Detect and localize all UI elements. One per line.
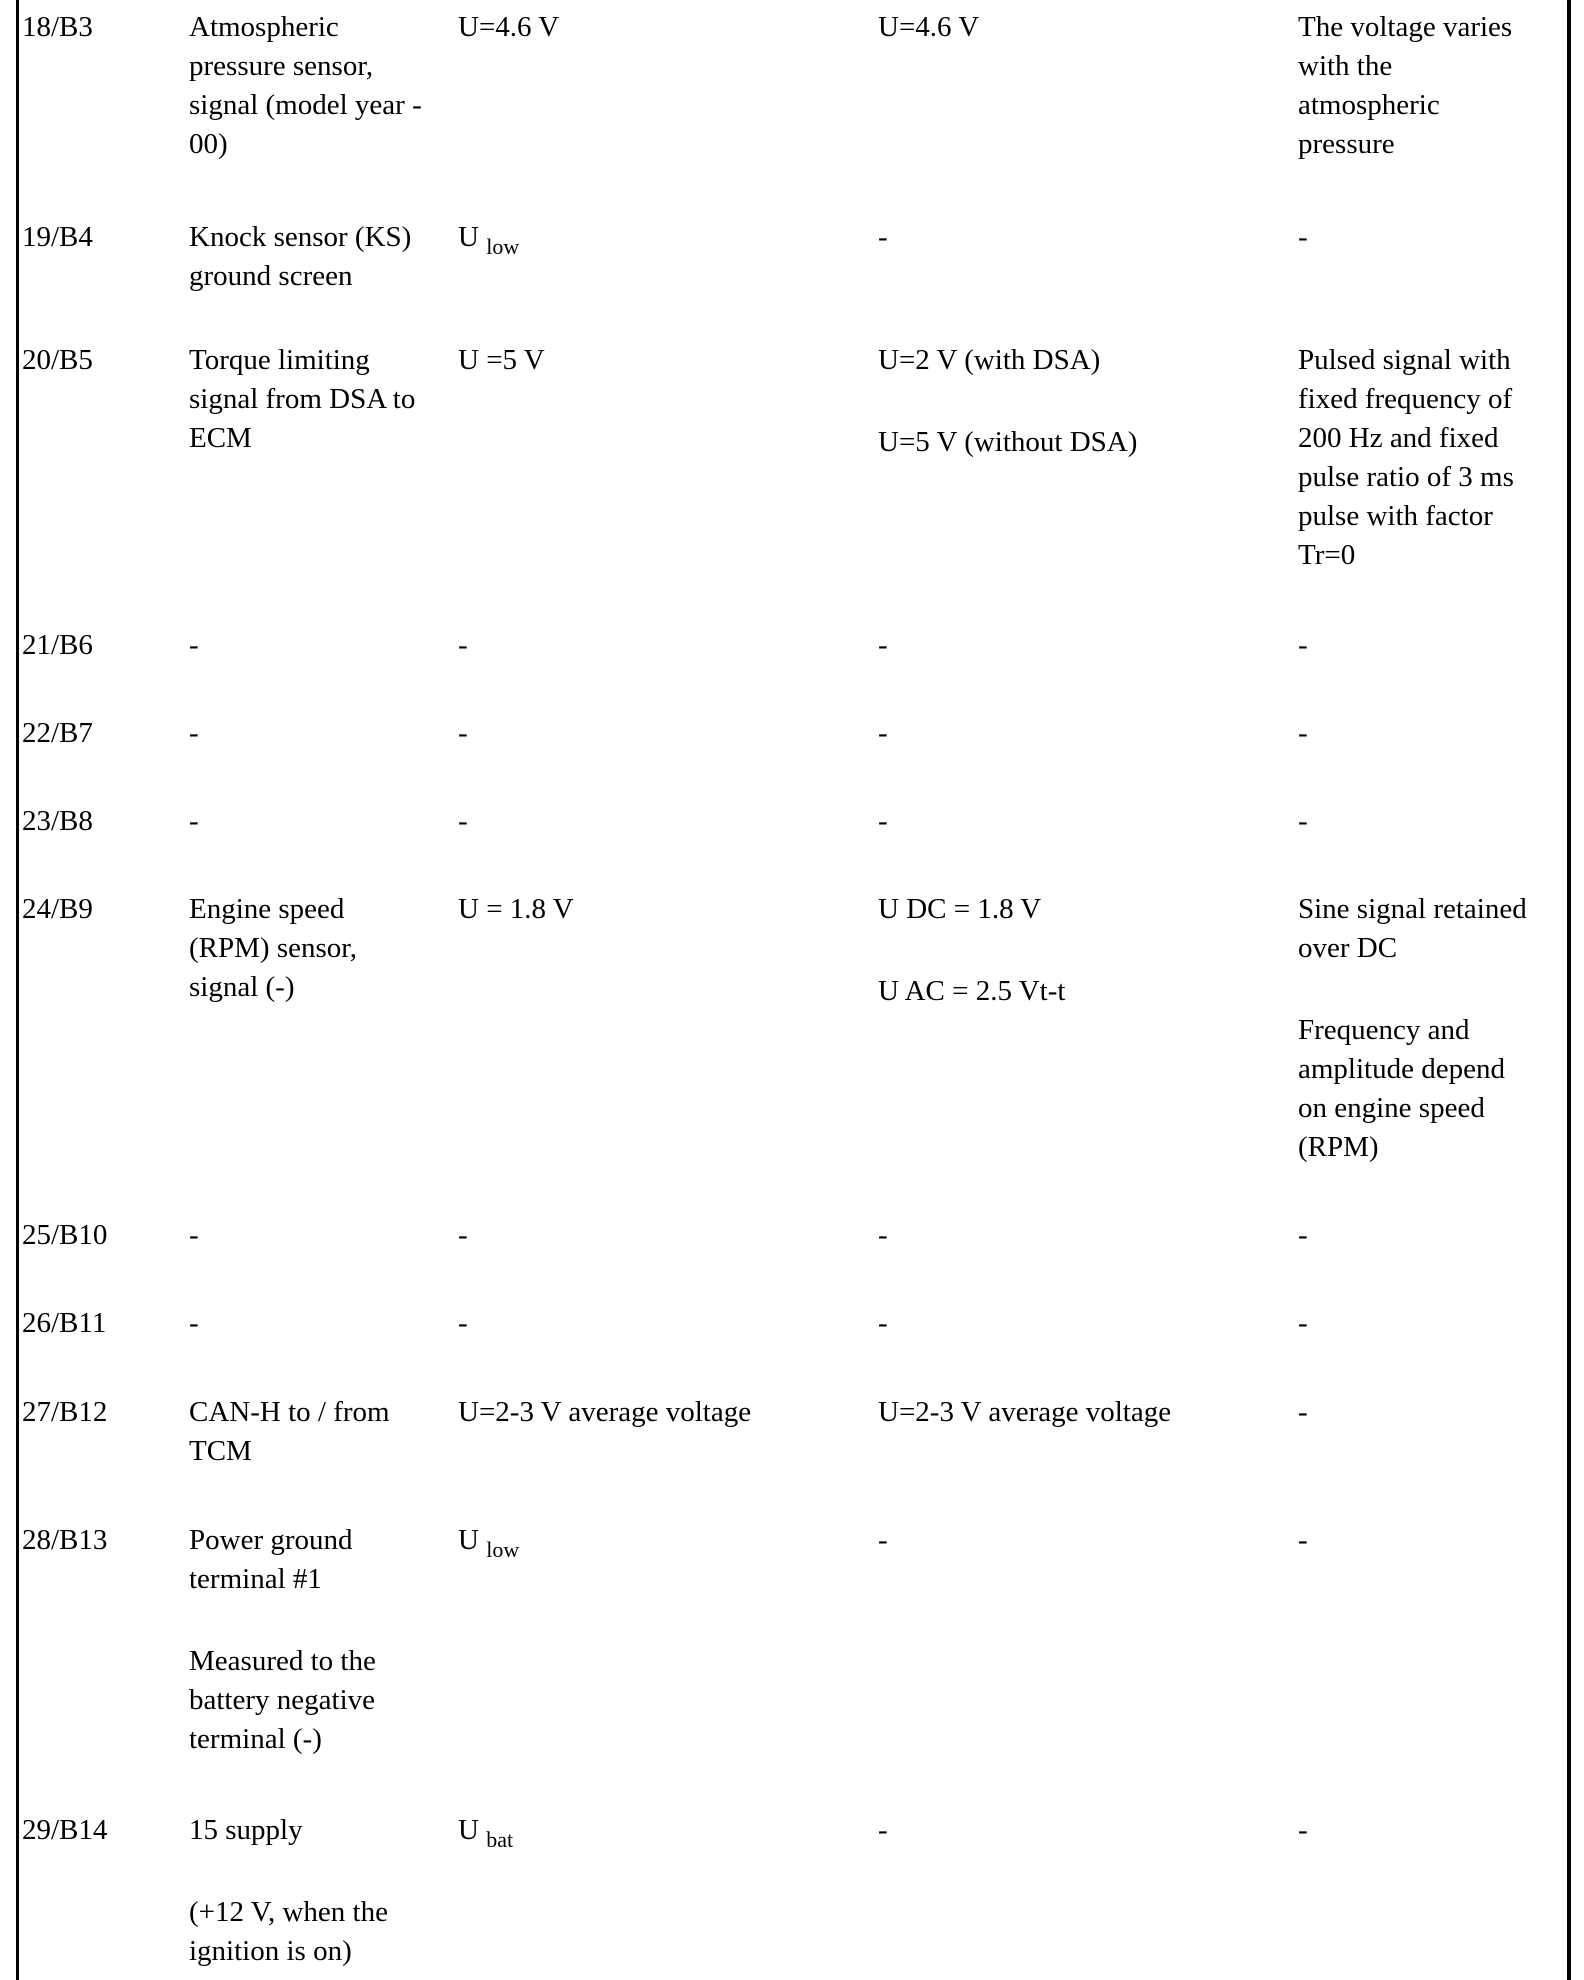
note-cell: The voltage varies with the atmospheric pressure (1298, 11, 1513, 160)
value-cell-1: - (458, 717, 468, 749)
pin-cell: 27/B12 (22, 1396, 108, 1428)
value-cell-1: U $_{low}$ (458, 221, 520, 259)
note-cell: - (1298, 1307, 1308, 1339)
value-cell-2: - (878, 221, 888, 253)
note-cell: - (1298, 805, 1308, 837)
note-cell: - (1298, 1219, 1308, 1251)
description-cell: Knock sensor (KS) ground screen (189, 221, 412, 292)
pin-cell: 18/B3 (22, 11, 93, 43)
pin-cell: 20/B5 (22, 344, 93, 376)
description-cell: Engine speed (RPM) sensor, signal (-) (189, 893, 358, 1003)
description-cell: 15 supply (+12 V, when the ignition is on) (189, 1814, 388, 1967)
note-cell: - (1298, 717, 1308, 749)
description-cell: - (189, 805, 199, 837)
table-left-border (16, 0, 19, 1980)
value-cell-2: - (878, 1524, 888, 1556)
value-cell-1: - (458, 629, 468, 661)
note-cell: - (1298, 1396, 1308, 1428)
note-cell: - (1298, 221, 1308, 253)
pin-cell: 22/B7 (22, 717, 93, 749)
value-cell-1: U $_{bat}$ (458, 1814, 514, 1852)
pin-cell: 25/B10 (22, 1219, 108, 1251)
value-cell-2: U DC = 1.8 V U AC = 2.5 Vt-t (878, 893, 1066, 1007)
description-cell: Power ground terminal #1 Measured to the battery negative terminal (-) (189, 1524, 376, 1755)
value-cell-2: - (878, 805, 888, 837)
pin-cell: 29/B14 (22, 1814, 108, 1846)
description-cell: - (189, 717, 199, 749)
note-cell: Sine signal retained over DC Frequency and amplitude depend on engine speed (RPM) (1298, 893, 1527, 1163)
note-cell: - (1298, 1814, 1308, 1846)
value-cell-1: U=2-3 V average voltage (458, 1396, 752, 1428)
description-cell: Atmospheric pressure sensor, signal (model year - 00) (189, 11, 422, 160)
value-cell-1: U=4.6 V (458, 11, 560, 43)
value-cell-2: - (878, 1219, 888, 1251)
value-cell-2: - (878, 629, 888, 661)
note-cell: Pulsed signal with fixed frequency of 200 Hz and fixed pulse ratio of 3 ms pulse with factor Tr=0 (1298, 344, 1514, 571)
value-cell-2: U=4.6 V (878, 11, 980, 43)
table-right-border (1567, 0, 1571, 1980)
value-cell-1: - (458, 1307, 468, 1339)
value-cell-2: - (878, 717, 888, 749)
value-cell-1: U = 1.8 V (458, 893, 574, 925)
pin-cell: 24/B9 (22, 893, 93, 925)
pin-cell: 19/B4 (22, 221, 93, 253)
description-cell: CAN-H to / from TCM (189, 1396, 390, 1467)
value-cell-1: - (458, 1219, 468, 1251)
note-cell: - (1298, 1524, 1308, 1556)
description-cell: - (189, 1219, 199, 1251)
description-cell: - (189, 629, 199, 661)
note-cell: - (1298, 629, 1308, 661)
value-cell-2: U=2-3 V average voltage (878, 1396, 1172, 1428)
description-cell: Torque limiting signal from DSA to ECM (189, 344, 416, 454)
pin-cell: 21/B6 (22, 629, 93, 661)
value-cell-1: U =5 V (458, 344, 545, 376)
value-cell-1: - (458, 805, 468, 837)
value-cell-2: - (878, 1814, 888, 1846)
value-cell-2: U=2 V (with DSA) U=5 V (without DSA) (878, 344, 1138, 458)
value-cell-1: U $_{low}$ (458, 1524, 520, 1562)
description-cell: - (189, 1307, 199, 1339)
pin-cell: 23/B8 (22, 805, 93, 837)
pin-cell: 28/B13 (22, 1524, 108, 1556)
pin-cell: 26/B11 (22, 1307, 107, 1339)
value-cell-2: - (878, 1307, 888, 1339)
